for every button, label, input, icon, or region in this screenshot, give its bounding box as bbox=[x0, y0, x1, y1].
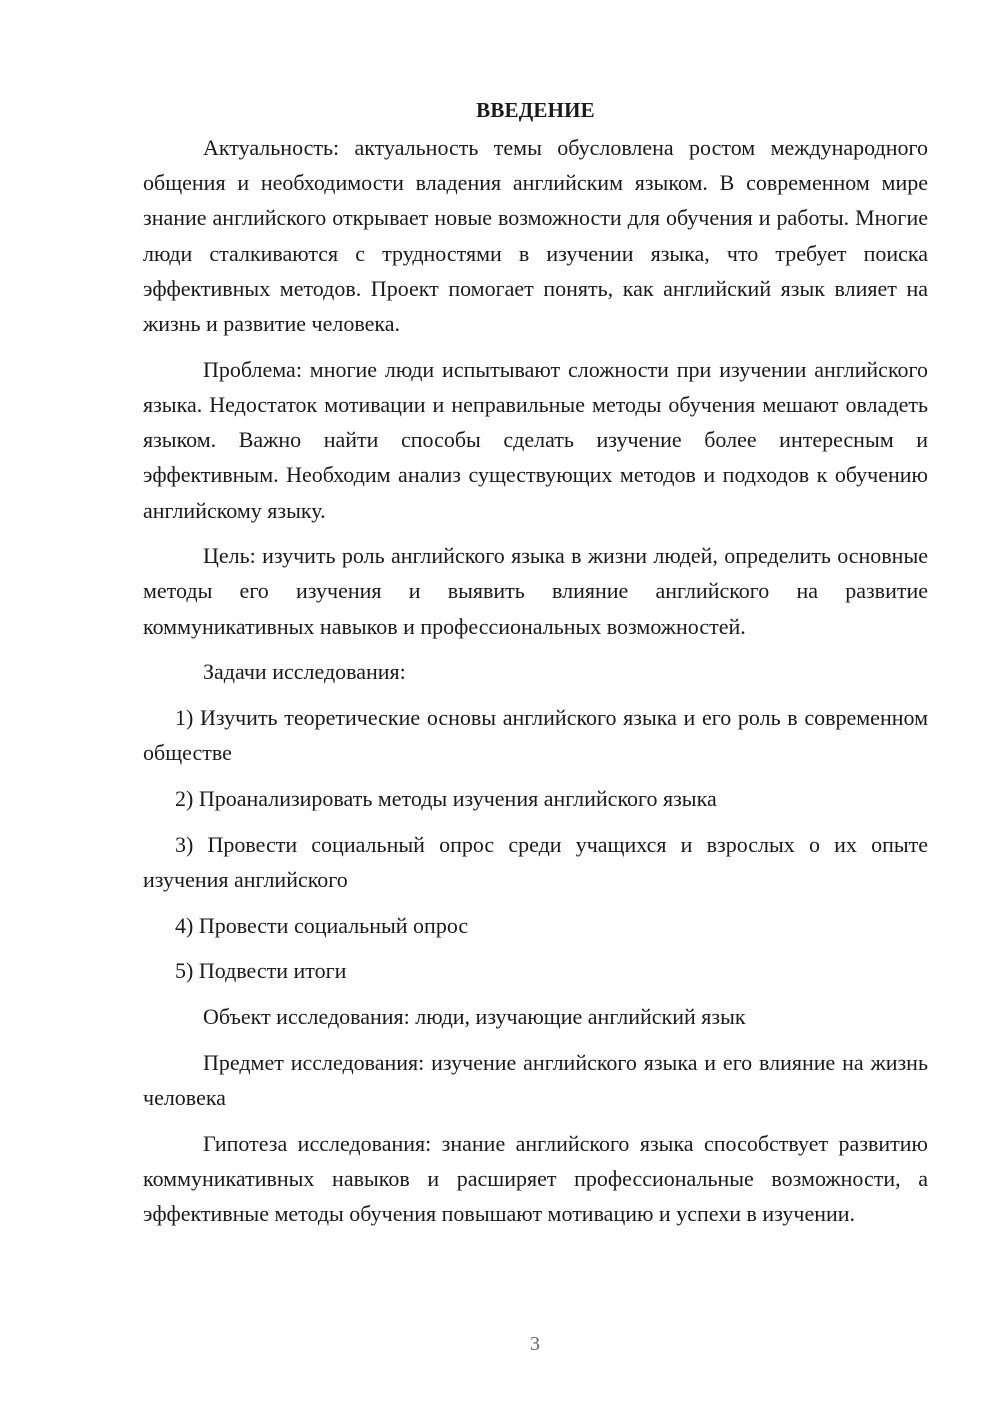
page-number: 3 bbox=[530, 1333, 540, 1355]
page-footer bbox=[0, 1333, 1000, 1356]
task-item-3: 3) Провести социальный опрос среди учащихся и взрослых о их опыте изучения английского bbox=[143, 831, 928, 892]
paragraph-hypothesis: Гипотеза исследования: знание английского языка способствует развитию коммуникативных навыков и расширяет профессиональные возможности, а эффективные методы обучения повышают мотивацию и успехи в изучении. bbox=[143, 1130, 928, 1226]
paragraph-relevance: Актуальность: актуальность темы обусловлена ростом международного общения и необходимости владения английским языком. В современном мире знание английского открывает новые возможности для обучения и работы. Многие люди сталкиваются с трудностями в изучении языка, что требует поиска эффективных методов. Проект помогает понять, как английский язык влияет на жизнь и развитие человека. bbox=[143, 135, 928, 337]
paragraph-subject: Предмет исследования: изучение английского языка и его влияние на жизнь человека bbox=[143, 1049, 928, 1110]
section-title: ВВЕДЕНИЕ bbox=[476, 98, 595, 122]
task-item-4: 4) Провести социальный опрос bbox=[175, 912, 469, 938]
task-item-1: 1) Изучить теоретические основы английского языка и его роль в современном обществе bbox=[143, 705, 928, 766]
paragraph-tasks-heading: Задачи исследования: bbox=[203, 659, 406, 685]
task-item-5: 5) Подвести итоги bbox=[175, 958, 347, 984]
task-item-2: 2) Проанализировать методы изучения английского языка bbox=[175, 785, 717, 811]
document-page bbox=[143, 92, 928, 1242]
paragraph-goal: Цель: изучить роль английского языка в жизни людей, определить основные методы его изучения и выявить влияние английского на развитие коммуникативных навыков и профессиональных возможностей. bbox=[143, 543, 928, 639]
paragraph-problem: Проблема: многие люди испытывают сложности при изучении английского языка. Недостаток мотивации и неправильные методы обучения мешают овладеть языком. Важно найти способы сделать изучение более интересным и эффективным. Необходим анализ существующих методов и подходов к обучению английскому языку. bbox=[143, 356, 928, 523]
paragraph-object: Объект исследования: люди, изучающие английский язык bbox=[203, 1003, 746, 1029]
